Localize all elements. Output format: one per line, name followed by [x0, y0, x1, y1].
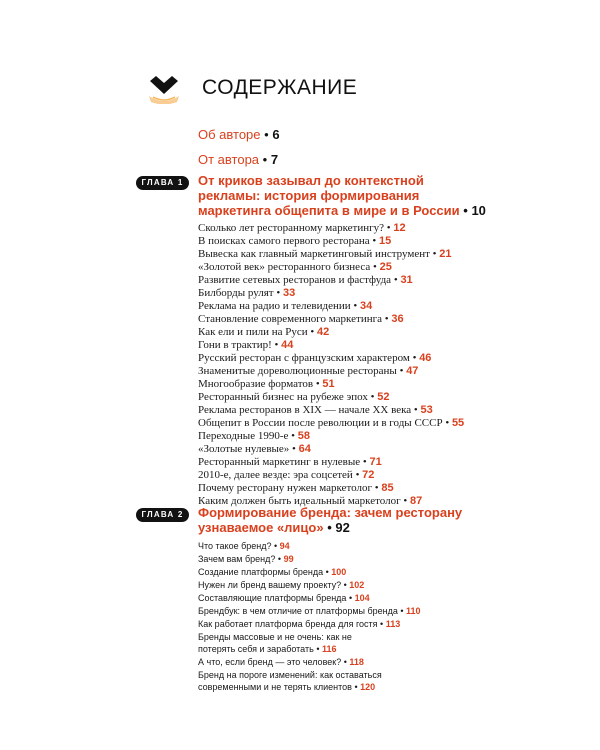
chapter-title[interactable]: Формирование бренда: зачем ресторану узнаваемое «лицо» • 92	[198, 505, 463, 535]
toc-entry[interactable]: Переходные 1990-е • 58	[198, 430, 310, 442]
toc-entry-title: Об авторе	[198, 127, 261, 142]
toc-entry[interactable]: Становление современного маркетинга • 36	[198, 313, 404, 325]
toc-entry[interactable]: Гони в трактир! • 44	[198, 339, 294, 351]
page-title: СОДЕРЖАНИЕ	[202, 76, 358, 99]
toc-entry[interactable]: Сколько лет ресторанному маркетингу? • 12	[198, 222, 406, 234]
toc-entry[interactable]: Составляющие платформы бренда • 104	[198, 593, 370, 603]
toc-entry[interactable]: Реклама ресторанов в XIX — начале XX века • 53	[198, 404, 433, 416]
toc-entry[interactable]: Билборды рулят • 33	[198, 287, 296, 299]
chapter-page: 10	[471, 203, 486, 218]
toc-entry[interactable]: Бренды массовые и не очень: как не потерять себя и заработать • 116	[198, 632, 352, 654]
chapter-title-text: Формирование бренда: зачем ресторану узнаваемое «лицо»	[198, 505, 463, 535]
publisher-logo-icon	[147, 74, 181, 104]
toc-entry[interactable]: А что, если бренд — это человек? • 118	[198, 657, 364, 667]
toc-entry[interactable]: Бренд на пороге изменений: как оставаться современными и не терять клиентов • 120	[198, 670, 382, 692]
toc-entry[interactable]: Развитие сетевых ресторанов и фастфуда • 31	[198, 274, 413, 286]
chapter-page: 92	[335, 520, 350, 535]
toc-entry[interactable]: Каким должен быть идеальный маркетолог • 87	[198, 495, 423, 507]
toc-entry[interactable]: Ресторанный маркетинг в нулевые • 71	[198, 456, 382, 468]
toc-entry-from-author[interactable]: От автора • 7	[198, 152, 279, 167]
toc-entry[interactable]: Брендбук: в чем отличие от платформы бренда • 110	[198, 606, 421, 616]
toc-entry[interactable]: Реклама на радио и телевидении • 34	[198, 300, 373, 312]
toc-entry[interactable]: Ресторанный бизнес на рубеже эпох • 52	[198, 391, 390, 403]
toc-entry[interactable]: Что такое бренд? • 94	[198, 541, 290, 551]
toc-entry[interactable]: Общепит в России после революции и в годы СССР • 55	[198, 417, 465, 429]
toc-entry-about-author[interactable]: Об авторе • 6	[198, 127, 280, 142]
toc-entry[interactable]: Как ели и пили на Руси • 42	[198, 326, 330, 338]
chapter-badge: ГЛАВА 2	[136, 508, 189, 522]
toc-entry-page: 6	[272, 127, 280, 142]
toc-entry[interactable]: Создание платформы бренда • 100	[198, 567, 347, 577]
toc-entry[interactable]: В поисках самого первого ресторана • 15	[198, 235, 392, 247]
toc-entry[interactable]: Как работает платформа бренда для гостя • 113	[198, 619, 401, 629]
toc-entry-title: От автора	[198, 152, 260, 167]
toc-entry[interactable]: Русский ресторан с французским характером • 46	[198, 352, 432, 364]
toc-entry[interactable]: Вывеска как главный маркетинговый инструмент • 21	[198, 248, 452, 260]
chapter-2-entries	[198, 540, 498, 694]
toc-entry[interactable]: Нужен ли бренд вашему проекту? • 102	[198, 580, 365, 590]
chapter-1-entries	[198, 222, 498, 508]
toc-entry[interactable]: Почему ресторану нужен маркетолог • 85	[198, 482, 394, 494]
chapter-title[interactable]: От криков зазывал до контекстной рекламы: история формирования маркетинга общепита в мире и в России • 10	[198, 173, 486, 218]
toc-entry[interactable]: Знаменитые дореволюционные рестораны • 47	[198, 365, 419, 377]
toc-entry[interactable]: «Золотые нулевые» • 64	[198, 443, 311, 455]
toc-entry[interactable]: «Золотой век» ресторанного бизнеса • 25	[198, 261, 392, 273]
toc-entry-page: 7	[270, 152, 279, 167]
toc-entry[interactable]: Зачем вам бренд? • 99	[198, 554, 294, 564]
toc-entry[interactable]: 2010-е, далее везде: эра соцсетей • 72	[198, 469, 375, 481]
toc-entry[interactable]: Многообразие форматов • 51	[198, 378, 335, 390]
chapter-title-text: От криков зазывал до контекстной рекламы: история формирования маркетинга общепита в мире и в России	[198, 173, 460, 218]
chapter-badge: ГЛАВА 1	[136, 176, 189, 190]
